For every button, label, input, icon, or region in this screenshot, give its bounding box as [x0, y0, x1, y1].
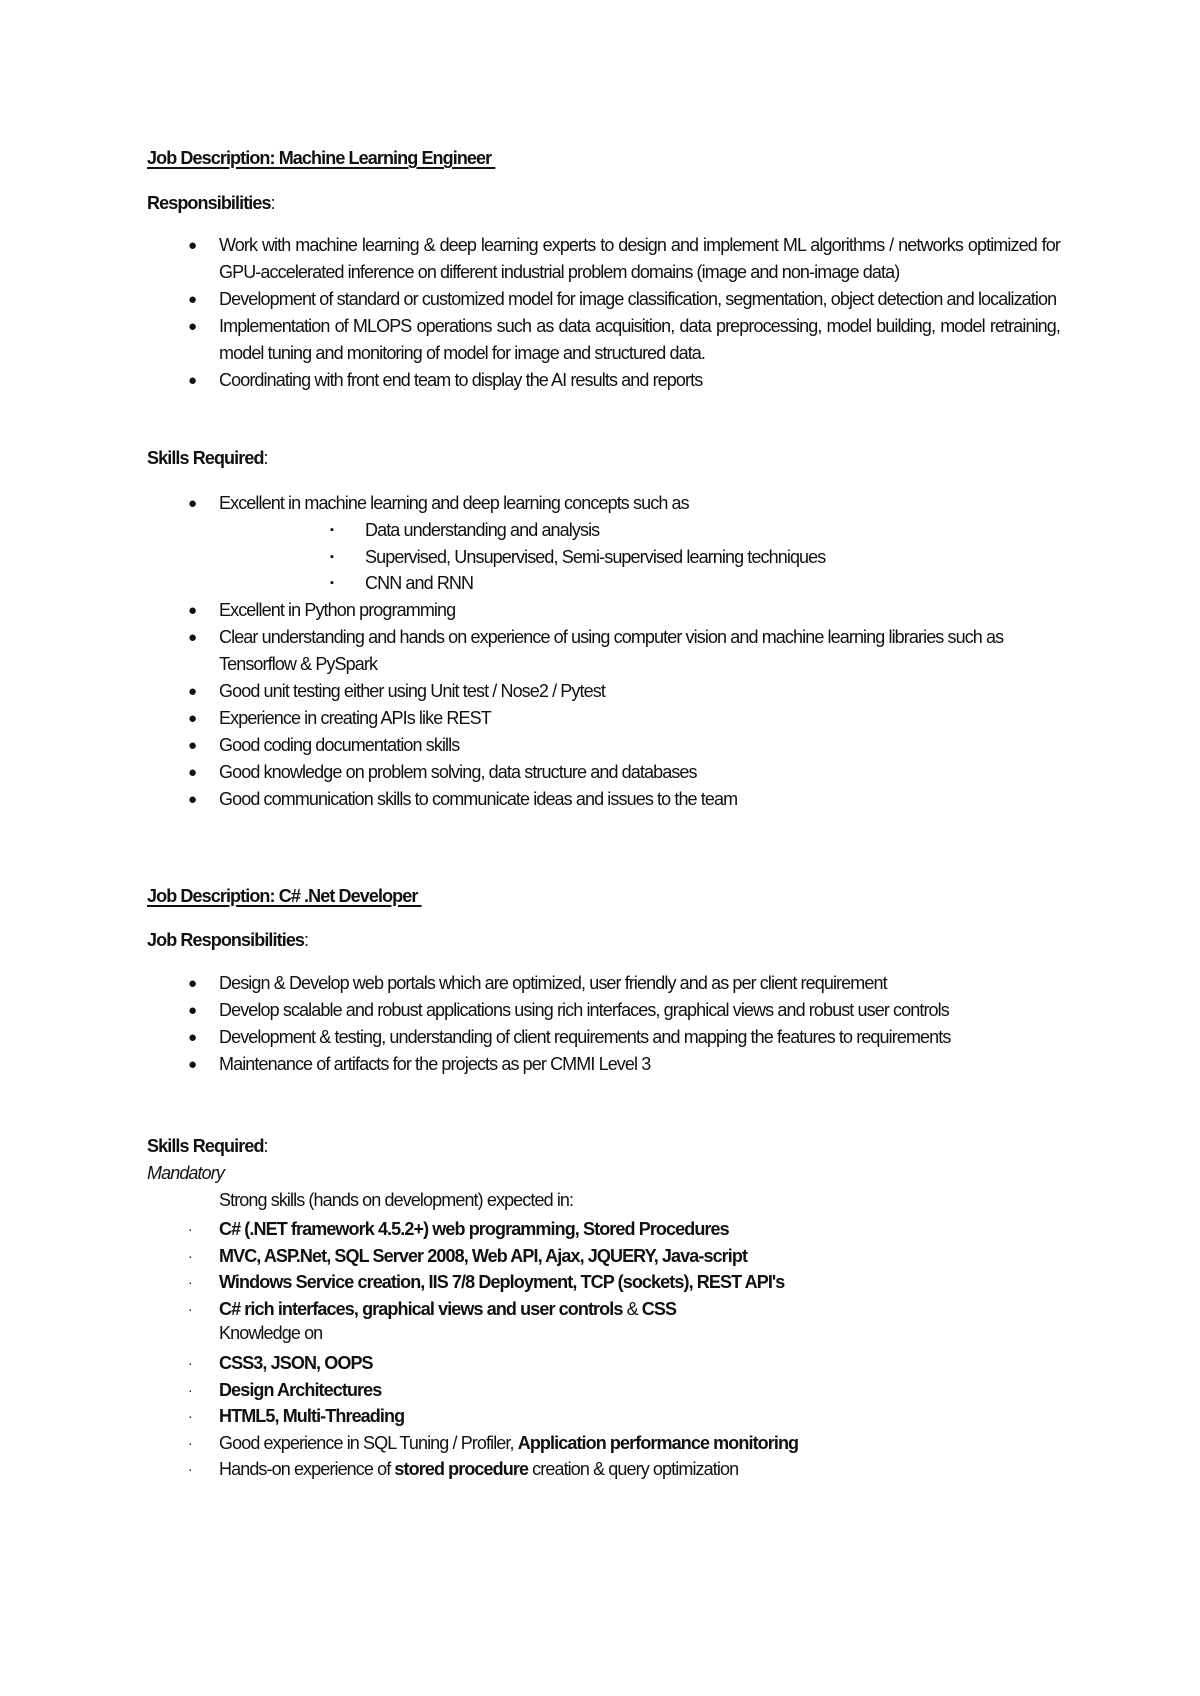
net-skills-heading — [147, 1136, 268, 1157]
list-item-text: Excellent in Python programming — [219, 600, 456, 620]
ml-responsibilities-heading — [147, 193, 275, 214]
net-skills-colon: : — [263, 1136, 268, 1156]
square-bullet-icon: ▪ — [330, 577, 333, 589]
ml-responsibilities-label: Responsibilities — [147, 193, 271, 213]
knowledge-intro: Knowledge on — [219, 1323, 323, 1343]
list-item — [0, 1456, 798, 1483]
round-bullet-icon: ● — [188, 1056, 197, 1073]
stored-bold-text: stored procedure — [394, 1459, 529, 1480]
list-item-text: Development of standard or customized model for image classification, segmentation, object detection and localization — [219, 289, 1057, 309]
dot-bullet-icon: · — [188, 1461, 192, 1478]
round-bullet-icon: ● — [188, 495, 197, 512]
list-item-css-text: CSS — [641, 1298, 677, 1319]
round-bullet-icon: ● — [188, 683, 197, 700]
stored-prefix-text: Hands-on experience of — [219, 1459, 395, 1480]
ml-responsibilities-colon: : — [270, 193, 275, 213]
net-job-title: Job Description: C# .Net Developer — [147, 886, 422, 906]
square-bullet-icon: ▪ — [330, 524, 333, 536]
dot-bullet-icon: · — [188, 1355, 192, 1371]
dot-bullet-icon: · — [188, 1408, 192, 1425]
list-item — [0, 624, 1060, 678]
mandatory-intro: Strong skills (hands on development) expected in: — [219, 1190, 574, 1210]
list-item — [0, 705, 1060, 732]
list-item — [0, 732, 1060, 759]
list-item-text — [219, 1430, 798, 1457]
list-item-text: CSS3, JSON, OOPS — [219, 1353, 373, 1373]
dot-bullet-icon: · — [188, 1381, 192, 1398]
stored-suffix-text: creation & query optimization — [528, 1459, 739, 1480]
list-item — [0, 367, 1060, 394]
round-bullet-icon: ● — [188, 737, 197, 754]
list-item — [0, 544, 825, 571]
list-item-text: Windows Service creation, IIS 7/8 Deployment, TCP (sockets), REST API's — [219, 1272, 785, 1293]
dot-bullet-icon: · — [188, 1221, 192, 1237]
round-bullet-icon: ● — [188, 1029, 197, 1046]
round-bullet-icon: ● — [188, 791, 197, 808]
list-item-text: Development & testing, understanding of client requirements and mapping the features to requirements — [219, 1027, 951, 1047]
list-item — [0, 517, 825, 544]
ml-skills-sub-list — [0, 517, 825, 597]
list-item-text: Excellent in machine learning and deep learning concepts such as — [219, 493, 689, 513]
list-item — [0, 786, 1060, 813]
list-item-text: Design & Develop web portals which are optimized, user friendly and as per client requirement — [219, 973, 887, 993]
list-item-text: Work with machine learning & deep learning experts to design and implement ML algorithms / networks optimized for GPU-accelerated inference on different industrial problem domains (image and non-image data) — [219, 235, 1060, 282]
list-item — [0, 1243, 784, 1270]
ml-skills-heading — [147, 448, 268, 469]
mandatory-label: Mandatory — [147, 1163, 224, 1183]
list-item-text: Good unit testing either using Unit test / Nose2 / Pytest — [219, 681, 605, 701]
list-item-text: Good communication skills to communicate ideas and issues to the team — [219, 789, 738, 809]
ml-skills-colon: : — [263, 448, 268, 468]
ml-job-title: Job Description: Machine Learning Engineer — [147, 148, 496, 168]
list-item-ampersand: & — [622, 1298, 642, 1319]
ml-skills-first-list — [0, 490, 1060, 517]
round-bullet-icon: ● — [188, 602, 197, 619]
list-item — [0, 286, 1060, 313]
round-bullet-icon: ● — [188, 629, 197, 646]
list-item-text: MVC, ASP.Net, SQL Server 2008, Web API, Ajax, JQUERY, Java-script — [219, 1245, 748, 1266]
list-item-text: Maintenance of artifacts for the projects as per CMMI Level 3 — [219, 1054, 651, 1074]
net-responsibilities-list — [0, 970, 1060, 1078]
list-item — [0, 1051, 1060, 1078]
list-item — [0, 1377, 798, 1404]
list-item — [0, 1269, 784, 1296]
list-item-text: Implementation of MLOPS operations such as data acquisition, data preprocessing, model building, model retraining, model tuning and monitoring of model for image and structured data. — [219, 316, 1060, 363]
round-bullet-icon: ● — [188, 710, 197, 727]
dot-bullet-icon: · — [188, 1300, 192, 1317]
list-item — [0, 232, 1060, 286]
list-item-text — [219, 1456, 798, 1483]
round-bullet-icon: ● — [188, 237, 197, 254]
round-bullet-icon: ● — [188, 318, 197, 335]
list-item — [0, 678, 1060, 705]
list-item-text: Good coding documentation skills — [219, 735, 460, 755]
net-responsibilities-label: Job Responsibilities — [147, 930, 305, 950]
ml-skills-label: Skills Required — [147, 448, 264, 468]
dot-bullet-icon: · — [188, 1274, 192, 1291]
list-item — [0, 597, 1060, 624]
list-item-text: Develop scalable and robust applications using rich interfaces, graphical views and robust user controls — [219, 1000, 949, 1020]
round-bullet-icon: ● — [188, 291, 197, 308]
net-responsibilities-heading — [147, 930, 308, 951]
list-item — [0, 970, 1060, 997]
list-item-text — [219, 1296, 784, 1323]
list-item-text: Design Architectures — [219, 1379, 382, 1400]
list-item-bold-text: C# rich interfaces, graphical views and user controls — [219, 1298, 623, 1319]
round-bullet-icon: ● — [188, 764, 197, 781]
list-item — [0, 490, 1060, 517]
square-bullet-icon: ▪ — [330, 550, 333, 563]
list-item-text: Supervised, Unsupervised, Semi-supervised learning techniques — [365, 546, 826, 567]
round-bullet-icon: ● — [188, 975, 197, 992]
list-item — [0, 1296, 784, 1323]
list-item — [0, 1403, 798, 1430]
dot-bullet-icon: · — [188, 1434, 192, 1451]
list-item-text: Coordinating with front end team to display the AI results and reports — [219, 370, 703, 390]
list-item-text: Experience in creating APIs like REST — [219, 708, 491, 728]
round-bullet-icon: ● — [188, 372, 197, 389]
list-item — [0, 1024, 1060, 1051]
list-item — [0, 1350, 798, 1377]
knowledge-list — [0, 1350, 798, 1483]
sql-prefix-text: Good experience in SQL Tuning / Profiler, — [219, 1432, 518, 1453]
list-item-text: CNN and RNN — [365, 573, 474, 593]
list-item — [0, 759, 1060, 786]
dot-bullet-icon: · — [188, 1247, 192, 1264]
list-item — [0, 1216, 784, 1243]
list-item-text: Data understanding and analysis — [365, 520, 600, 540]
list-item-text: Good knowledge on problem solving, data structure and databases — [219, 762, 697, 782]
sql-bold-text: Application performance monitoring — [517, 1432, 799, 1453]
net-skills-label: Skills Required — [147, 1136, 264, 1156]
list-item-text: Clear understanding and hands on experience of using computer vision and machine learning libraries such as Tensorflow & PySpark — [219, 627, 1004, 674]
mandatory-skills-list — [0, 1216, 784, 1322]
list-item — [0, 997, 1060, 1024]
list-item — [0, 1430, 798, 1457]
ml-responsibilities-list — [0, 232, 1060, 394]
ml-skills-rest-list — [0, 597, 1060, 813]
round-bullet-icon: ● — [188, 1002, 197, 1019]
list-item — [0, 313, 1060, 367]
list-item-text: C# (.NET framework 4.5.2+) web programming, Stored Procedures — [219, 1219, 729, 1239]
list-item — [0, 570, 825, 597]
list-item-text: HTML5, Multi-Threading — [219, 1406, 405, 1427]
net-responsibilities-colon: : — [304, 930, 309, 950]
